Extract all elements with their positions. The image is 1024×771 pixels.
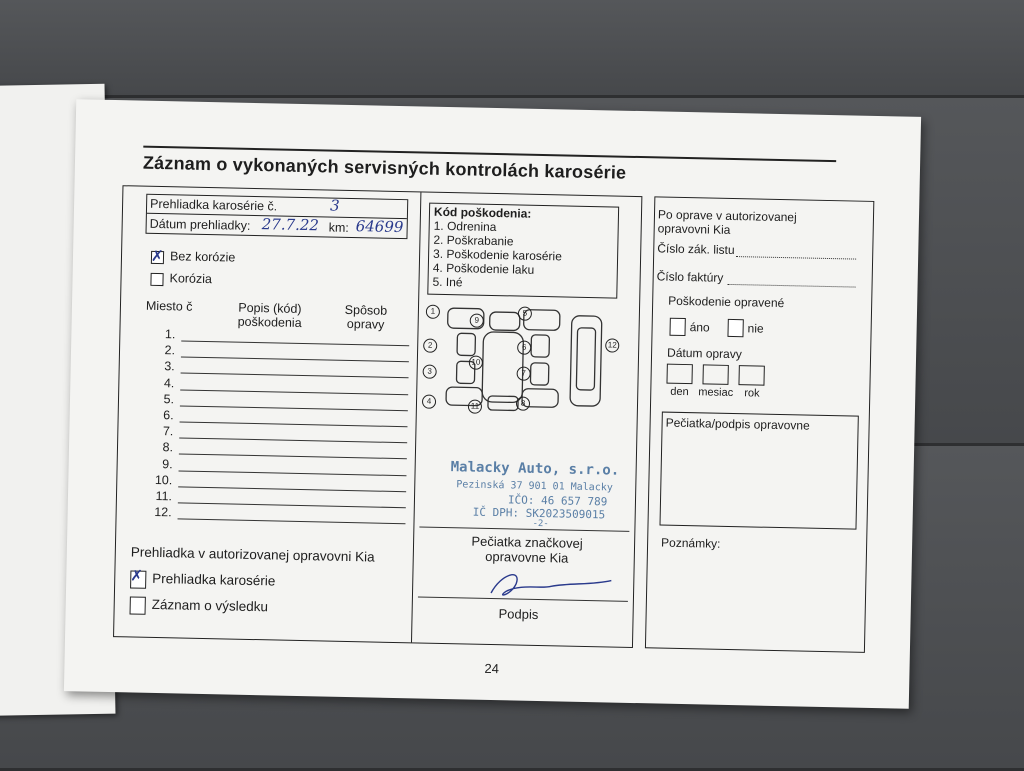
column-divider bbox=[411, 192, 421, 642]
damage-repaired-label: Poškodenie opravené bbox=[668, 293, 785, 311]
damage-codes-heading: Kód poškodenia: bbox=[433, 204, 532, 221]
page-number: 24 bbox=[484, 660, 500, 677]
no-corrosion-checkbox[interactable] bbox=[151, 251, 164, 264]
diagram-marker: 1 bbox=[426, 305, 440, 319]
row-number: 8. bbox=[162, 440, 174, 455]
diagram-marker: 9 bbox=[470, 314, 484, 328]
day-label: den bbox=[670, 385, 689, 399]
repaired-yes-checkbox[interactable] bbox=[669, 318, 685, 336]
repaired-yes-label: áno bbox=[689, 320, 710, 335]
result-item-label: Záznam o výsledku bbox=[151, 596, 269, 615]
diagram-marker: 5 bbox=[518, 307, 532, 321]
inspection-no-label: Prehliadka karosérie č. bbox=[149, 196, 278, 214]
day-field[interactable] bbox=[666, 364, 692, 385]
stamp-ico: IČO: 46 657 789 bbox=[507, 493, 608, 509]
diagram-marker: 4 bbox=[422, 395, 436, 409]
diagram-marker: 10 bbox=[469, 355, 483, 369]
row-number: 2. bbox=[164, 343, 176, 358]
diagram-marker: 12 bbox=[605, 338, 619, 352]
col-description-header: Popis (kód) poškodenia bbox=[237, 300, 302, 330]
row-number: 7. bbox=[162, 424, 174, 439]
km-value: 64699 bbox=[355, 217, 404, 237]
row-number: 5. bbox=[163, 391, 175, 407]
diagram-marker: 6 bbox=[517, 341, 531, 355]
row-number: 6. bbox=[163, 408, 174, 423]
col-location-header: Miesto č bbox=[145, 298, 193, 314]
result-checkbox[interactable] bbox=[130, 596, 146, 614]
corrosion-checkbox[interactable] bbox=[150, 273, 163, 286]
month-field[interactable] bbox=[702, 364, 728, 385]
inspection-no-value: 3 bbox=[329, 196, 340, 215]
notes-label: Poznámky: bbox=[660, 535, 721, 551]
date-label: Dátum prehliadky: bbox=[149, 216, 251, 233]
row-number: 1. bbox=[164, 327, 176, 342]
inspection-item-label: Prehliadka karosérie bbox=[152, 570, 276, 589]
diagram-marker: 3 bbox=[423, 365, 437, 379]
diagram-marker: 7 bbox=[516, 367, 530, 381]
row-number: 12. bbox=[154, 505, 172, 520]
dealer-stamp-label: Pečiatka značkovej opravovne Kia bbox=[471, 533, 583, 566]
stamp-signature-label: Pečiatka/podpis opravovne bbox=[665, 415, 810, 433]
diagram-marker: 11 bbox=[468, 399, 482, 413]
row-number: 11. bbox=[155, 488, 173, 504]
repaired-no-checkbox[interactable] bbox=[727, 319, 743, 337]
stamp-address: Pezinská 37 901 01 Malacky bbox=[456, 479, 613, 494]
after-repair-label: Po oprave v autorizovanej opravovni Kia bbox=[657, 207, 797, 237]
row-number: 10. bbox=[154, 472, 173, 488]
stamp-name: Malacky Auto, s.r.o. bbox=[450, 459, 620, 479]
damage-code-1: 1. Odrenina bbox=[433, 218, 497, 235]
diagram-marker: 2 bbox=[423, 339, 437, 353]
stamp-dic: IČ DPH: SK2023509015 bbox=[472, 505, 606, 522]
corrosion-label: Korózia bbox=[169, 271, 213, 287]
km-label: km: bbox=[328, 220, 349, 235]
year-field[interactable] bbox=[738, 365, 764, 386]
damage-code-5: 5. Iné bbox=[432, 274, 463, 290]
diagram-marker: 8 bbox=[516, 396, 530, 410]
date-value: 27.7.22 bbox=[261, 215, 320, 235]
damage-code-4: 4. Poškodenie laku bbox=[432, 260, 535, 277]
booklet-page bbox=[64, 99, 921, 709]
table-plank bbox=[0, 0, 1024, 98]
year-label: rok bbox=[744, 387, 760, 400]
repaired-no-label: nie bbox=[747, 321, 764, 336]
row-number: 3. bbox=[164, 359, 175, 374]
authorized-heading: Prehliadka v autorizovanej opravovni Kia bbox=[130, 544, 375, 565]
no-corrosion-label: Bez korózie bbox=[169, 249, 236, 265]
row-number: 4. bbox=[163, 375, 175, 390]
signature-label: Podpis bbox=[498, 606, 539, 623]
damage-code-3: 3. Poškodenie karosérie bbox=[432, 246, 563, 264]
stamp-extra: -2- bbox=[532, 518, 549, 530]
repair-date-label: Dátum opravy bbox=[666, 345, 742, 362]
col-repair-header: Spôsob opravy bbox=[344, 302, 388, 332]
row-number: 9. bbox=[162, 456, 173, 471]
damage-code-2: 2. Poškrabanie bbox=[433, 232, 514, 249]
month-label: mesiac bbox=[698, 386, 734, 400]
inspection-checkbox[interactable] bbox=[130, 570, 146, 588]
order-no-label: Číslo zák. listu bbox=[657, 241, 735, 258]
invoice-no-label: Číslo faktúry bbox=[656, 269, 724, 285]
page-title: Záznam o vykonaných servisných kontrolách karosérie bbox=[142, 152, 627, 183]
